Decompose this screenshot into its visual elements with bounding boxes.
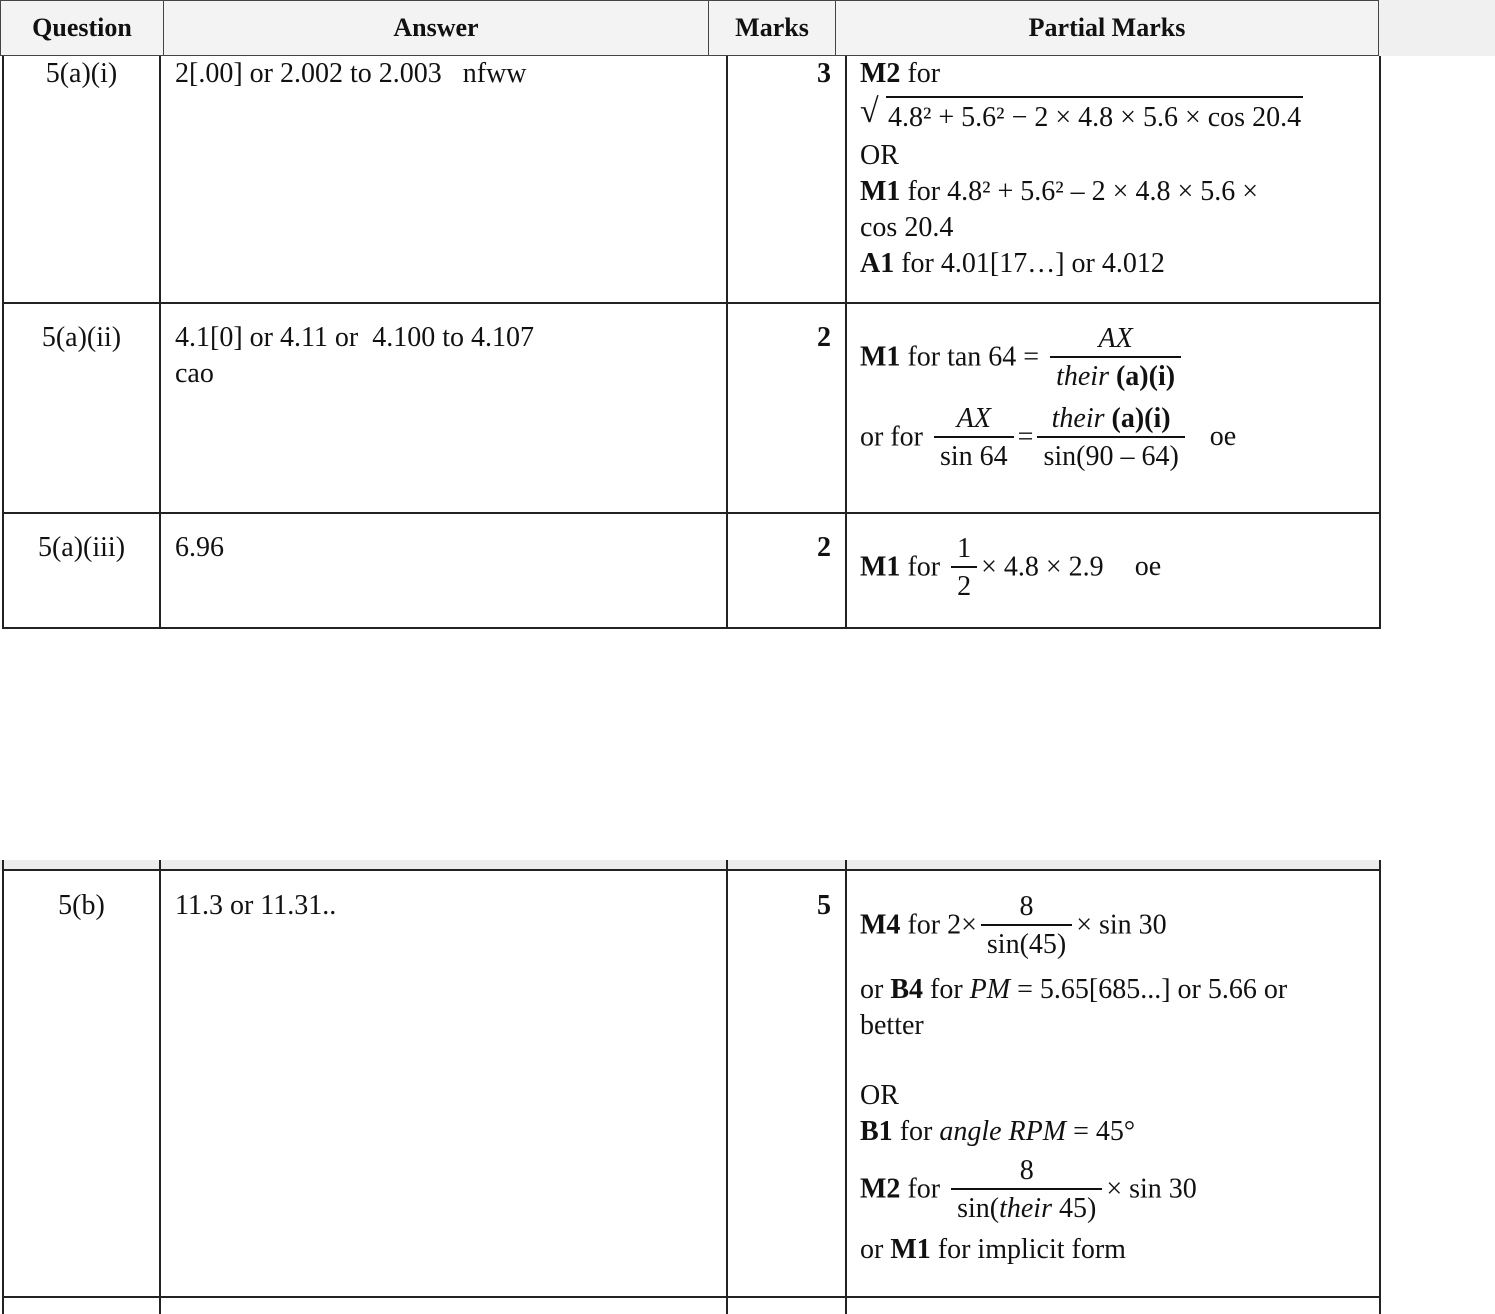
mark-code: M1 [860,551,901,583]
table-border [845,56,847,628]
text: better [860,1010,924,1041]
text: for 4.8² + 5.6² – 2 × 4.8 × 5.6 × [907,176,1259,207]
question-cell: 5(a)(iii) [37,532,126,563]
text: for [907,341,941,373]
table-border [159,860,161,1314]
row-divider [2,869,1381,871]
answer-line: 4.1[0] or 4.11 or 4.100 to 4.107 [175,322,535,353]
row-divider [2,512,1381,514]
table-border [1379,860,1381,1314]
mark-code: B4 [890,974,924,1005]
table-border [845,860,847,1314]
text: × sin 30 [1106,1173,1197,1205]
row-divider [2,1296,1381,1298]
mark-code: M2 [860,1173,901,1205]
column-header-partial-marks: Partial Marks [835,0,1379,56]
partial-marks-cell [860,890,1375,1268]
text: or [860,1234,884,1265]
partial-marks-cell [860,322,1375,476]
text: for [930,974,963,1005]
fraction: $\frac{AX}{\sin 64}$ [934,402,1014,476]
table-border [726,860,728,1314]
fraction: $\frac{\text{their (a)(i)}}{\sin(90 - 64)}$ [1037,402,1184,476]
answer-cell: 2[.00] or 2.002 to 2.003 nfww [175,58,527,89]
text: for 4.01[17…] or 4.012 [901,248,1165,279]
column-header-answer: Answer [163,0,709,56]
question-cell: 5(a)(ii) [41,322,122,353]
mark-code: A1 [860,248,895,279]
text: = 45° [1073,1116,1136,1147]
text: × sin 30 [1076,909,1167,941]
answer-line: cao [175,358,214,389]
table-border [2,860,4,1314]
text: oe [1209,421,1237,453]
fraction: $\frac{AX}{\text{their (a)(i)}}$ [1050,322,1181,396]
mark-code: M1 [860,341,901,373]
row-divider [2,627,1381,629]
text: = 5.65[685...] or 5.66 or [1017,974,1288,1005]
text: OR [860,140,899,171]
text: for [907,1173,941,1205]
column-header-marks: Marks [708,0,836,56]
marks-cell: 5 [817,890,831,921]
text: for [907,551,941,583]
text: for [907,58,941,89]
marks-cell: 2 [817,532,831,563]
column-header-question: Question [0,0,164,56]
table-border [159,56,161,628]
mark-code: M2 [860,58,901,89]
text: for [899,1116,933,1147]
text: = [1017,421,1034,453]
text: tan 64 = [947,341,1040,373]
mark-code: M1 [890,1234,931,1265]
answer-cell [175,320,715,392]
question-cell: 5(b) [58,890,105,921]
text: or [860,974,884,1005]
fraction: $\frac{8}{\text{sin(their 45)}}$ [951,1154,1102,1228]
mark-code: M1 [860,176,901,207]
square-root-expression: √ 4.8² + 5.6² − 2 × 4.8 × 5.6 × cos 20.4 [860,96,1303,138]
marks-cell: 2 [817,322,831,353]
text: for 2× [907,909,977,941]
text: cos 20.4 [860,212,954,243]
fraction: $\frac{8}{\sin(45)}$ [981,890,1072,964]
mark-code: M4 [860,909,901,941]
text: for implicit form [937,1234,1126,1265]
text: oe [1134,551,1162,583]
question-cell: 5(a)(i) [45,58,118,89]
partial-marks-cell [860,56,1375,282]
text: or for [860,421,923,453]
fraction: $\frac{1}{2}$ [951,532,977,606]
text: OR [860,1080,899,1111]
text: angle RPM [939,1116,1067,1147]
mark-code: B1 [860,1116,893,1147]
answer-cell: 6.96 [175,532,224,563]
marks-cell: 3 [817,58,831,89]
text: PM [969,974,1011,1005]
answer-cell: 11.3 or 11.31.. [175,890,337,921]
text: × 4.8 × 2.9 [981,551,1104,583]
table-border [1379,56,1381,628]
row-divider [2,302,1381,304]
partial-marks-cell [860,532,1375,606]
header-filler [1379,0,1495,56]
